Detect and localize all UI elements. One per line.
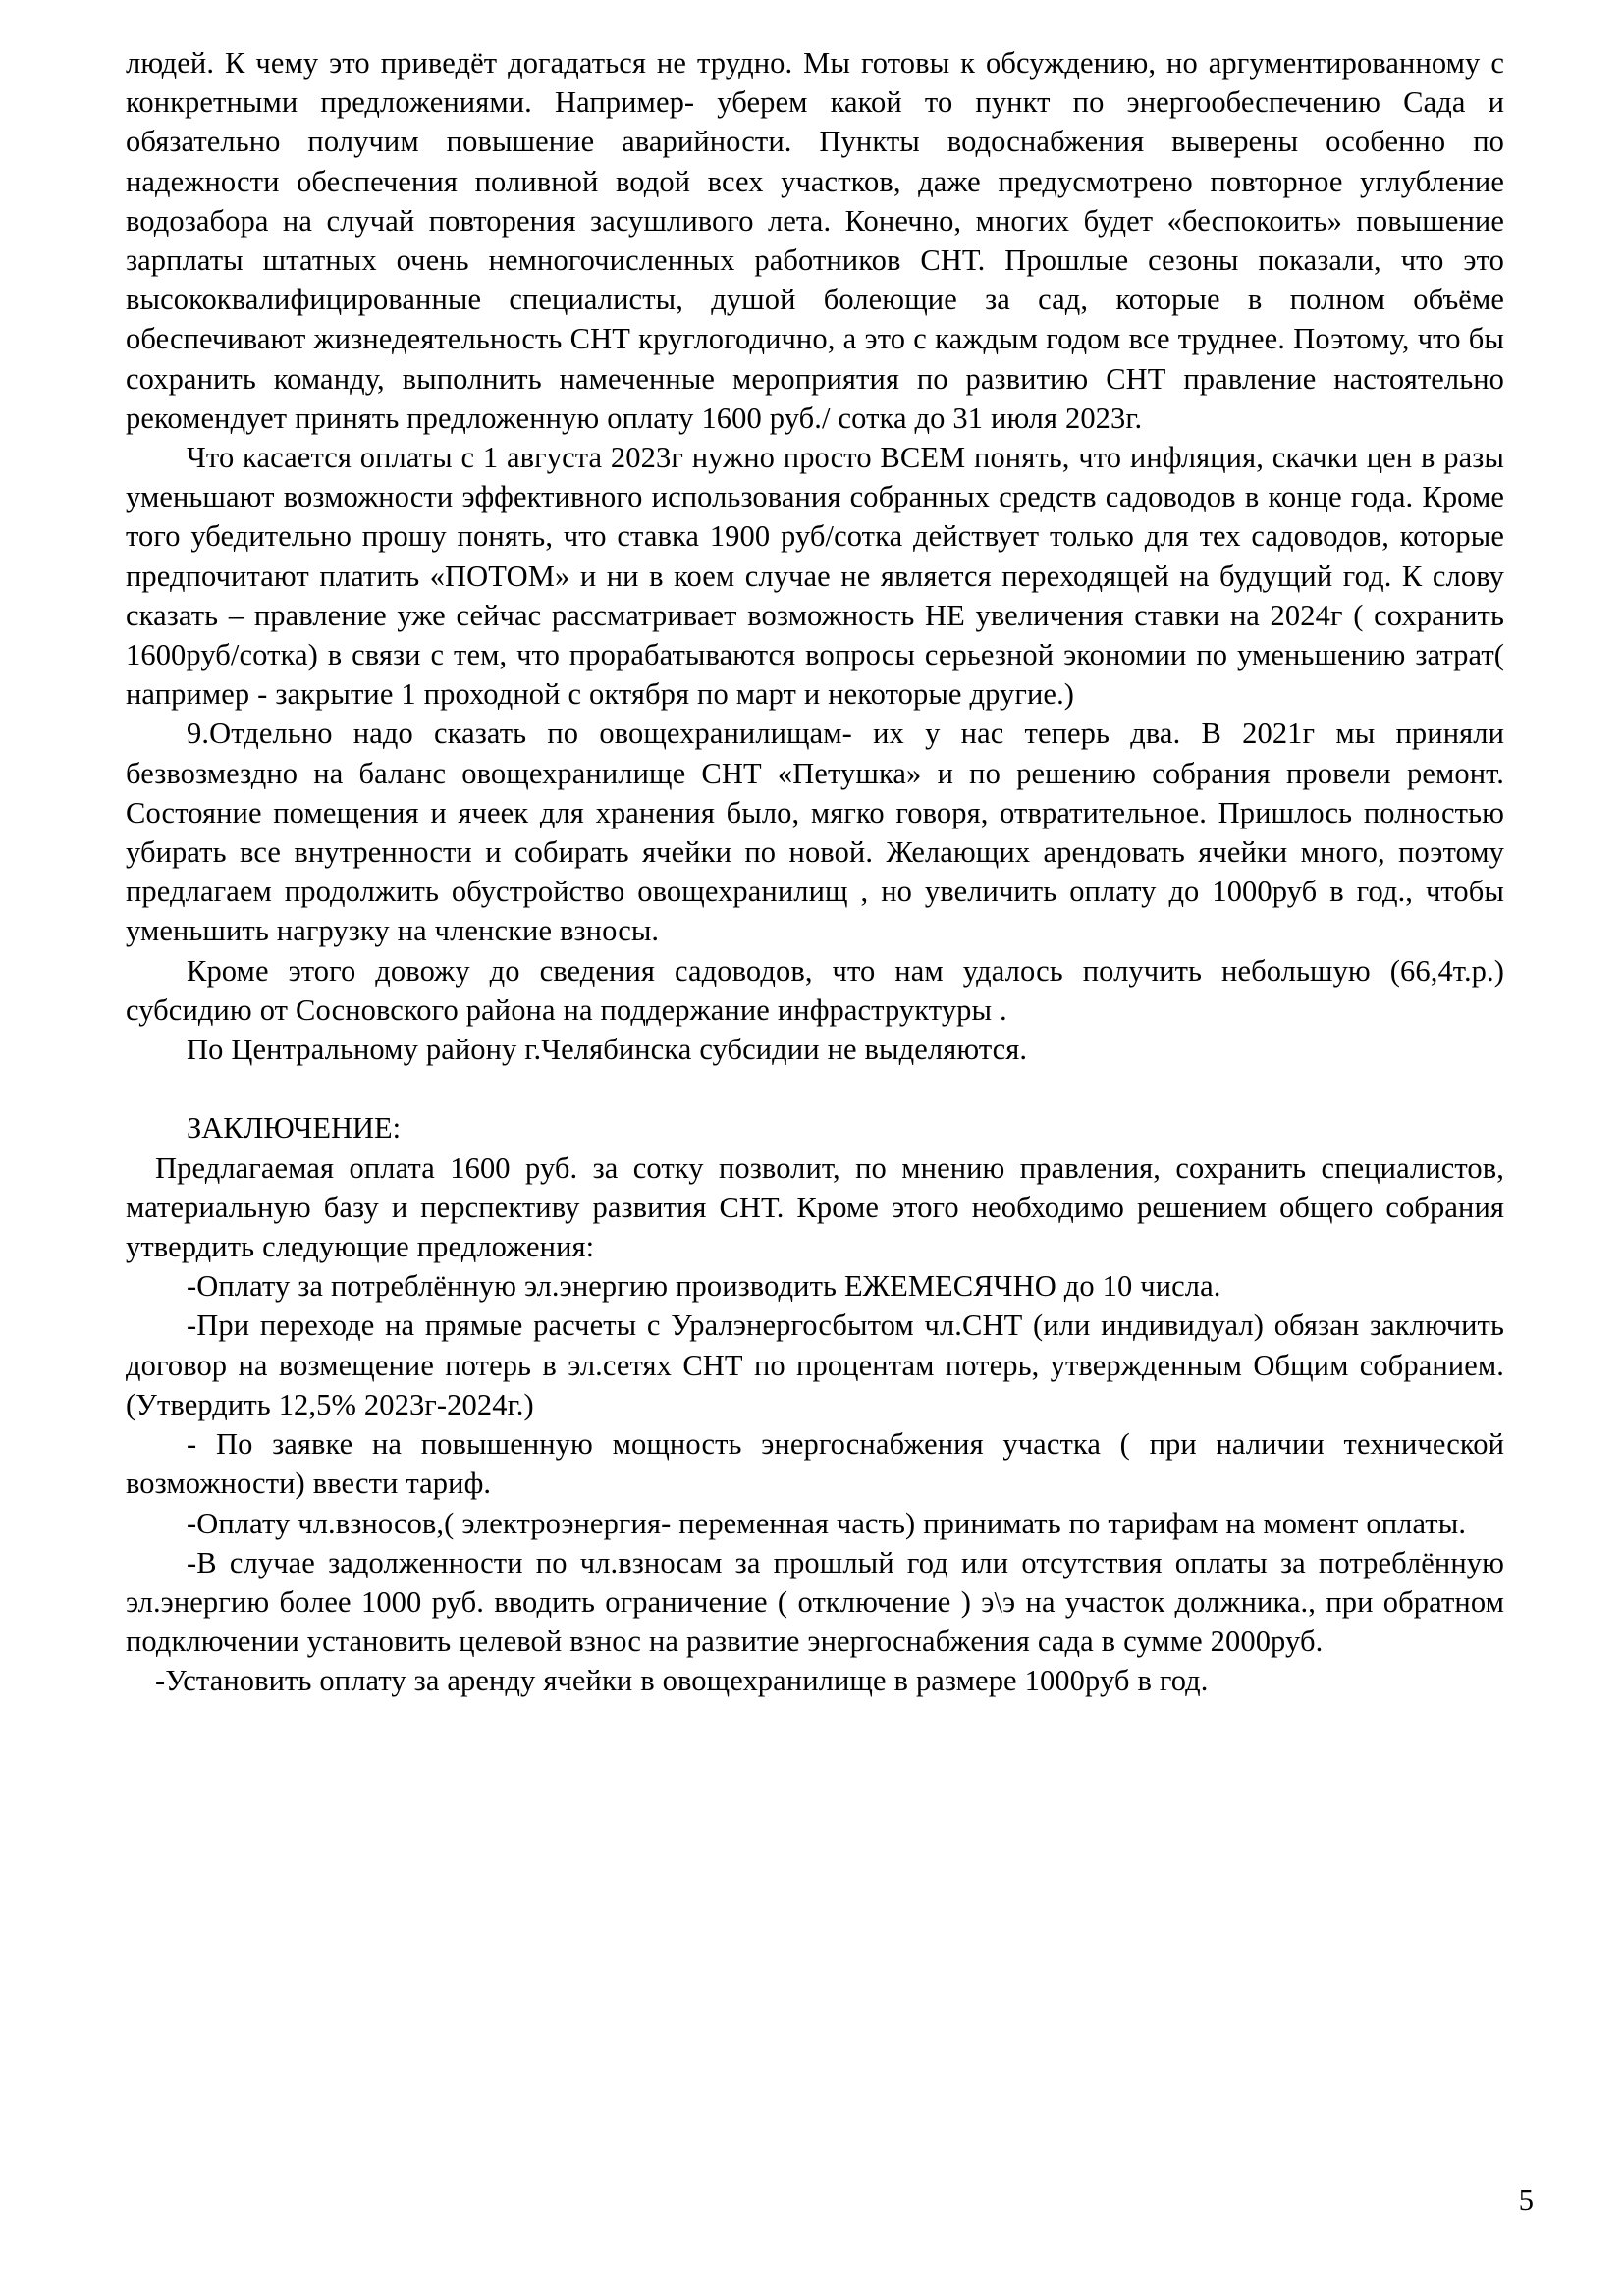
proposal-item-direct-settlements: -При переходе на прямые расчеты с Уралэнергосбытом чл.СНТ (или индивидуал) обязан заключить договор на возмещение потерь в эл.сетях СНТ по процентам потерь, утвержденным Общим собранием.(Утвердить 12,5% 2023г-2024г.): [126, 1308, 1504, 1421]
blank-line-spacer: [126, 1069, 1504, 1108]
paragraph-subsidy: Кроме этого довожу до сведения садоводов, что нам удалось получить небольшую (66,4т.р.) субсидию от Сосновского района на поддержание инфраструктуры .: [126, 953, 1504, 1027]
conclusion-heading: ЗАКЛЮЧЕНИЕ:: [187, 1111, 402, 1146]
page-content: [126, 43, 1504, 1701]
paragraph-item-9: 9.Отдельно надо сказать по овощехранилищам- их у нас теперь два. В 2021г мы приняли безвозмездно на баланс овощехранилище СНТ «Петушка» и по решению собрания провели ремонт. Состояние помещения и ячеек для хранения было, мягко говоря, отвратительное. Пришлось полностью убирать все внутренности и собирать ячейки по новой. Желающих арендовать ячейки много, поэтому предлагаем продолжить обустройство овощехранилищ , но увеличить оплату до 1000руб в год., чтобы уменьшить нагрузку на членские взносы.: [126, 717, 1504, 948]
proposal-item-monthly-electricity-payment: -Оплату за потреблённую эл.энергию производить ЕЖЕМЕСЯЧНО до 10 числа.: [187, 1269, 1221, 1304]
proposal-item-debt-disconnection: -В случае задолженности по чл.взносам за прошлый год или отсутствия оплаты за потреблённую эл.энергию более 1000 руб. вводить ограничение ( отключение ) э\э на участок должника., при обратном подключении установить целевой взнос на развитие энергоснабжения сада в сумме 2000руб.: [126, 1545, 1504, 1659]
proposal-item-increased-power-tariff: - По заявке на повышенную мощность энергоснабжения участка ( при наличии технической возможности) ввести тариф.: [126, 1427, 1504, 1501]
paragraph-central-district: По Центральному району г.Челябинска субсидии не выделяются.: [187, 1033, 1028, 1067]
paragraph-continued: людей. К чему это приведёт догадаться не трудно. Мы готовы к обсуждению, но аргументированному с конкретными предложениями. Например- уберем какой то пункт по энергообеспечению Сада и обязательно получим повышение аварийности. Пункты водоснабжения выверены особенно по надежности обеспечения поливной водой всех участков, даже предусмотрено повторное углубление водозабора на случай повторения засушливого лета. Конечно, многих будет «беспокоить» повышение зарплаты штатных очень немногочисленных работников СНТ. Прошлые сезоны показали, что это высококвалифицированные специалисты, душой болеющие за сад, которые в полном объёме обеспечивают жизнедеятельность СНТ круглогодично, а это с каждым годом все труднее. Поэтому, что бы сохранить команду, выполнить намеченные мероприятия по развитию СНТ правление настоятельно рекомендует принять предложенную оплату 1600 руб./ сотка до 31 июля 2023г.: [126, 46, 1504, 435]
paragraph-conclusion-intro: Предлагаемая оплата 1600 руб. за сотку позволит, по мнению правления, сохранить специалистов, материальную базу и перспективу развития СНТ. Кроме этого необходимо решением общего собрания утвердить следующие предложения:: [126, 1150, 1504, 1264]
page-number: 5: [1518, 2183, 1534, 2216]
proposal-item-membership-fees-tariffs: -Оплату чл.взносов,( электроэнергия- переменная часть) принимать по тарифам на момент оплаты.: [187, 1506, 1467, 1540]
proposal-item-vegetable-storage-rent: -Установить оплату за аренду ячейки в овощехранилище в размере 1000руб в год.: [155, 1664, 1209, 1698]
paragraph-payment-from-august: Что касается оплаты с 1 августа 2023г нужно просто ВСЕМ понять, что инфляция, скачки цен в разы уменьшают возможности эффективного использования собранных средств садоводов в конце года. Кроме того убедительно прошу понять, что ставка 1900 руб/сотка действует только для тех садоводов, которые предпочитают платить «ПОТОМ» и ни в коем случае не является переходящей на будущий год. К слову сказать – правление уже сейчас рассматривает возможность НЕ увеличения ставки на 2024г ( сохранить 1600руб/сотка) в связи с тем, что прорабатываются вопросы серьезной экономии по уменьшению затрат( например - закрытие 1 проходной с октября по март и некоторые другие.): [126, 441, 1504, 712]
